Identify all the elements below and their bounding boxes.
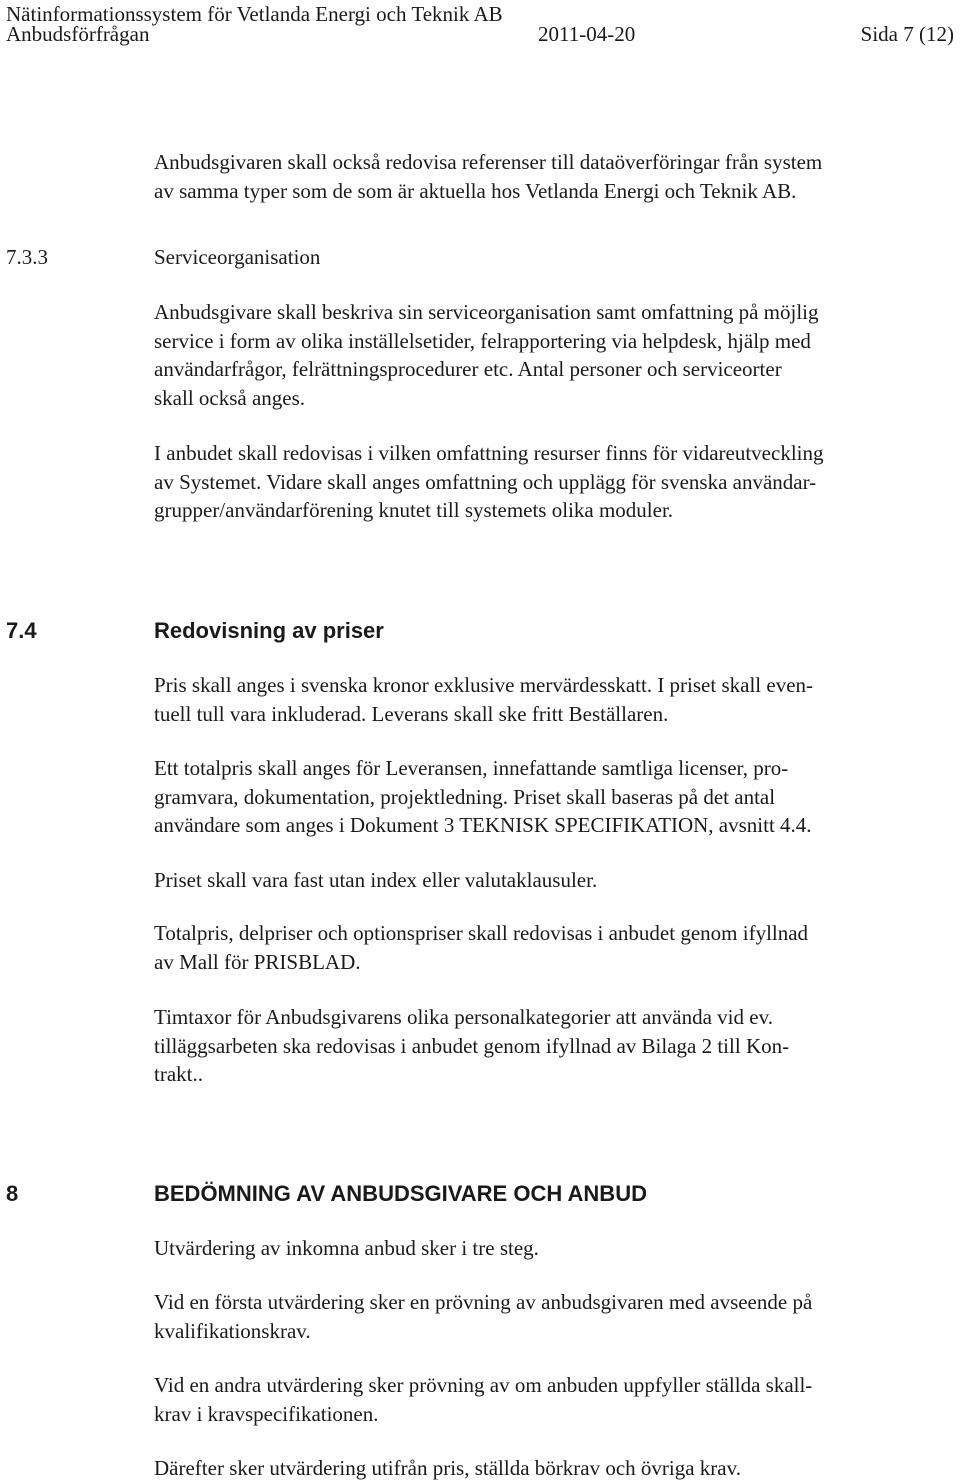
text-line: Utvärdering av inkomna anbud sker i tre steg. xyxy=(154,1236,539,1260)
text-line: Ett totalpris skall anges för Leveransen, innefattande samtliga licenser, pro- xyxy=(154,756,789,780)
paragraph xyxy=(154,1003,960,1089)
text-line: I anbudet skall redovisas i vilken omfattning resurser finns för vidareutveckling xyxy=(154,441,824,465)
text-line: av samma typer som de som är aktuella hos Vetlanda Energi och Teknik AB. xyxy=(154,178,797,203)
text-line: gramvara, dokumentation, projektledning. Priset skall baseras på det antal xyxy=(154,784,776,809)
paragraph xyxy=(154,439,960,525)
text-line: Därefter sker utvärdering utifrån pris, ställda börkrav och övriga krav. xyxy=(154,1456,741,1480)
text-line: tilläggsarbeten ska redovisas i anbudet genom ifyllnad av Bilaga 2 till Kon- xyxy=(154,1033,790,1058)
header-page-number: Sida 7 (12) xyxy=(860,22,954,46)
section-number: 7.3.3 xyxy=(6,245,48,269)
section-number: 8 xyxy=(6,1181,19,1206)
section-title: BEDÖMNING AV ANBUDSGIVARE OCH ANBUD xyxy=(154,1181,647,1206)
text-line: kvalifikationskrav. xyxy=(154,1318,311,1343)
section-title: Redovisning av priser xyxy=(154,618,384,643)
text-line: tuell tull vara inkluderad. Leverans skall ske fritt Beställaren. xyxy=(154,701,669,726)
text-line: Timtaxor för Anbudsgivarens olika personalkategorier att använda vid ev. xyxy=(154,1005,773,1029)
header-info-row xyxy=(6,22,954,46)
text-line: skall också anges. xyxy=(154,386,306,411)
text-line: Vid en andra utvärdering sker prövning av om anbuden uppfyller ställda skall- xyxy=(154,1373,813,1397)
section-title: Serviceorganisation xyxy=(154,245,321,269)
text-line: användarfrågor, felrättningsprocedurer etc. Antal personer och serviceorter xyxy=(154,357,782,382)
paragraph xyxy=(154,754,960,840)
text-line: Anbudsgivare skall beskriva sin serviceorganisation samt omfattning på möjlig xyxy=(154,300,819,324)
header-doc-title: Anbudsförfrågan xyxy=(6,22,150,46)
text-line: Totalpris, delpriser och optionspriser skall redovisas i anbudet genom ifyllnad xyxy=(154,921,809,945)
text-line: av Mall för PRISBLAD. xyxy=(154,949,361,974)
text-line: av Systemet. Vidare skall anges omfattning och upplägg för svenska användar- xyxy=(154,469,817,494)
text-line: krav i kravspecifikationen. xyxy=(154,1401,379,1426)
paragraph xyxy=(154,298,960,413)
text-line: Priset skall vara fast utan index eller valutaklausuler. xyxy=(154,868,598,892)
paragraph xyxy=(154,1234,960,1263)
text-line: användare som anges i Dokument 3 TEKNISK SPECIFIKATION, avsnitt 4.4. xyxy=(154,813,812,838)
intro-paragraph xyxy=(154,148,960,205)
paragraph xyxy=(154,919,960,976)
header-date: 2011-04-20 xyxy=(538,22,636,46)
text-line: service i form av olika inställelsetider, felrapportering via helpdesk, hjälp med xyxy=(154,328,811,353)
text-line: Anbudsgivaren skall också redovisa referenser till dataöverföringar från system xyxy=(154,150,823,174)
paragraph xyxy=(154,1371,960,1428)
paragraph xyxy=(154,671,960,728)
paragraph xyxy=(154,866,960,895)
paragraph xyxy=(154,1454,960,1483)
text-line: trakt.. xyxy=(154,1062,203,1087)
text-line: Pris skall anges i svenska kronor exklusive mervärdesskatt. I priset skall even- xyxy=(154,673,814,697)
header-org: Nätinformationssystem för Vetlanda Energi och Teknik AB xyxy=(6,2,503,26)
text-line: grupper/användarförening knutet till systemets olika moduler. xyxy=(154,498,674,523)
text-line: Vid en första utvärdering sker en prövning av anbudsgivaren med avseende på xyxy=(154,1290,813,1314)
section-number: 7.4 xyxy=(6,618,37,643)
paragraph xyxy=(154,1288,960,1345)
